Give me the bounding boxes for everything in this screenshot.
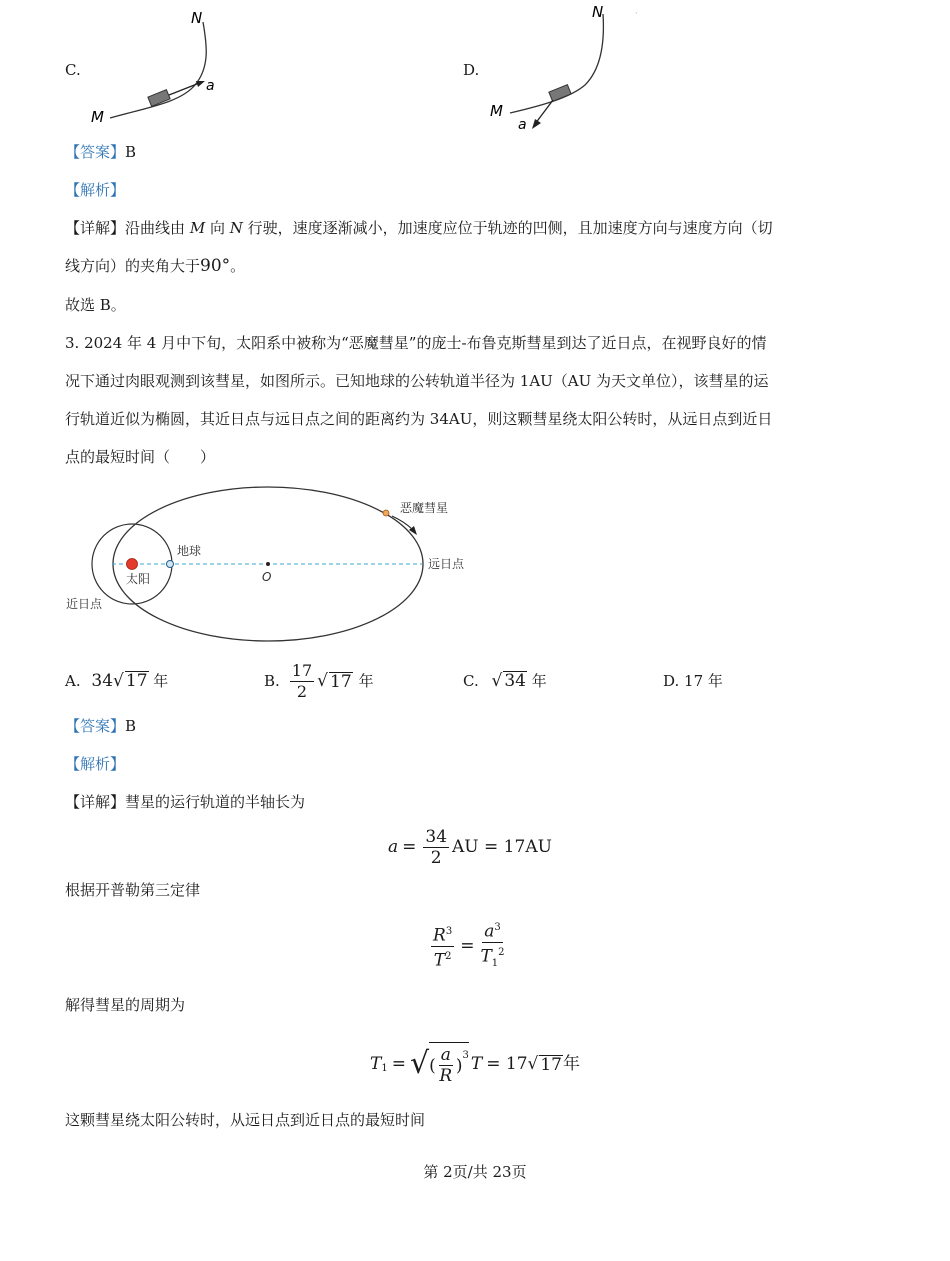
q3-answer-line (65, 715, 136, 737)
label-comet: 恶魔彗星 (400, 501, 449, 515)
q3-option-c: C. √ 34 年 (463, 671, 547, 691)
option-c-N: N (191, 9, 203, 27)
q3-detail-line: 【详解】彗星的运行轨道的半轴长为 (65, 793, 306, 811)
svg-text:·: · (635, 9, 638, 18)
q2-detail-N: N (229, 219, 243, 237)
q2-detail-text-d: 线方向）的夹角大于 (65, 257, 201, 275)
label-aphelion: 远日点 (428, 557, 465, 571)
q3-detail-tag: 【详解】 (65, 793, 126, 811)
q3-option-a: A. 34√ 17 年 (65, 671, 169, 691)
option-d-label: D. (463, 61, 480, 79)
q3-line3: 行轨道近似为椭圆，其近日点与远日点之间的距离约为 34AU，则这颗彗星绕太阳公转时，从远日点到近日 (65, 410, 773, 428)
option-d-vehicle (549, 85, 571, 102)
q3-line1: 3. 2024 年 4 月中下旬，太阳系中被称为“恶魔彗星”的庞士-布鲁克斯彗星到达了近日点，在视野良好的情 (65, 334, 767, 352)
label-perihelion: 近日点 (66, 597, 103, 611)
period-text: 解得彗星的周期为 (65, 996, 186, 1014)
equation-semi-major-axis: a = $\frac{34}{2}$ AU = 17AU (388, 826, 552, 868)
q2-answer: B (125, 143, 137, 161)
equation-period: T $_1$ = √ ( $\frac{a}{R}$ ) $^3$ T = 17 √ 17 年 (370, 1036, 580, 1092)
option-c-vehicle (148, 90, 170, 107)
page-footer: 第 2页/共 23页 (423, 1163, 527, 1181)
option-c-a: a (206, 78, 215, 94)
label-center: O (262, 570, 272, 584)
kepler-text: 根据开普勒第三定律 (65, 881, 201, 899)
option-c-diagram (85, 5, 235, 130)
q2-answer-line (65, 141, 136, 163)
center-point (266, 562, 270, 566)
equation-kepler: $\frac{R^3}{T^2}$ = $\frac{a^3}{T_1^2}$ (428, 918, 508, 974)
q3-option-d: D. 17 年 (663, 672, 723, 690)
option-c-M: M (91, 108, 104, 126)
q2-detail-text-c: 行驶，速度逐渐减小，加速度应位于轨迹的凹侧，且加速度方向与速度方向（切 (247, 219, 773, 237)
sun-icon (127, 559, 138, 570)
q3-line4: 点的最短时间（ ） (65, 448, 216, 466)
q2-detail-text-b: 向 (209, 219, 225, 237)
q2-detail-tag: 【详解】 (65, 219, 126, 237)
label-sun: 太阳 (126, 572, 151, 586)
q2-detail-M: M (189, 219, 206, 237)
option-d-N: N (592, 3, 604, 21)
q3-answer: B (125, 717, 137, 735)
q3-option-b: B. $\frac{17}{2}$ √ 17 年 (264, 660, 374, 701)
option-d-a: a (518, 117, 527, 133)
q2-detail-angle: 90° (200, 256, 231, 276)
q2-detail-end: 。 (230, 257, 246, 275)
option-c-label: C. (65, 61, 81, 79)
last-line: 这颗彗星绕太阳公转时，从远日点到近日点的最短时间 (65, 1111, 426, 1129)
q2-conclusion: 故选 B。 (65, 296, 126, 314)
option-d-M: M (490, 102, 503, 120)
q2-analysis-tag: 【解析】 (65, 181, 126, 199)
q3-line2: 况下通过肉眼观测到该彗星，如图所示。已知地球的公转轨道半径为 1AU（AU 为天文单位），该彗星的运 (65, 372, 769, 390)
q2-detail-line2 (65, 255, 245, 277)
q2-detail-text-a: 沿曲线由 (125, 219, 186, 237)
q3-answer-tag: 【答案】 (65, 717, 126, 735)
q2-detail-line1 (65, 217, 773, 239)
q3-analysis-tag: 【解析】 (65, 755, 126, 773)
q2-answer-tag: 【答案】 (65, 143, 126, 161)
earth-icon (167, 561, 174, 568)
option-d-diagram (485, 0, 645, 135)
comet-icon (383, 510, 389, 516)
label-earth: 地球 (177, 544, 202, 558)
orbit-diagram (60, 480, 480, 650)
